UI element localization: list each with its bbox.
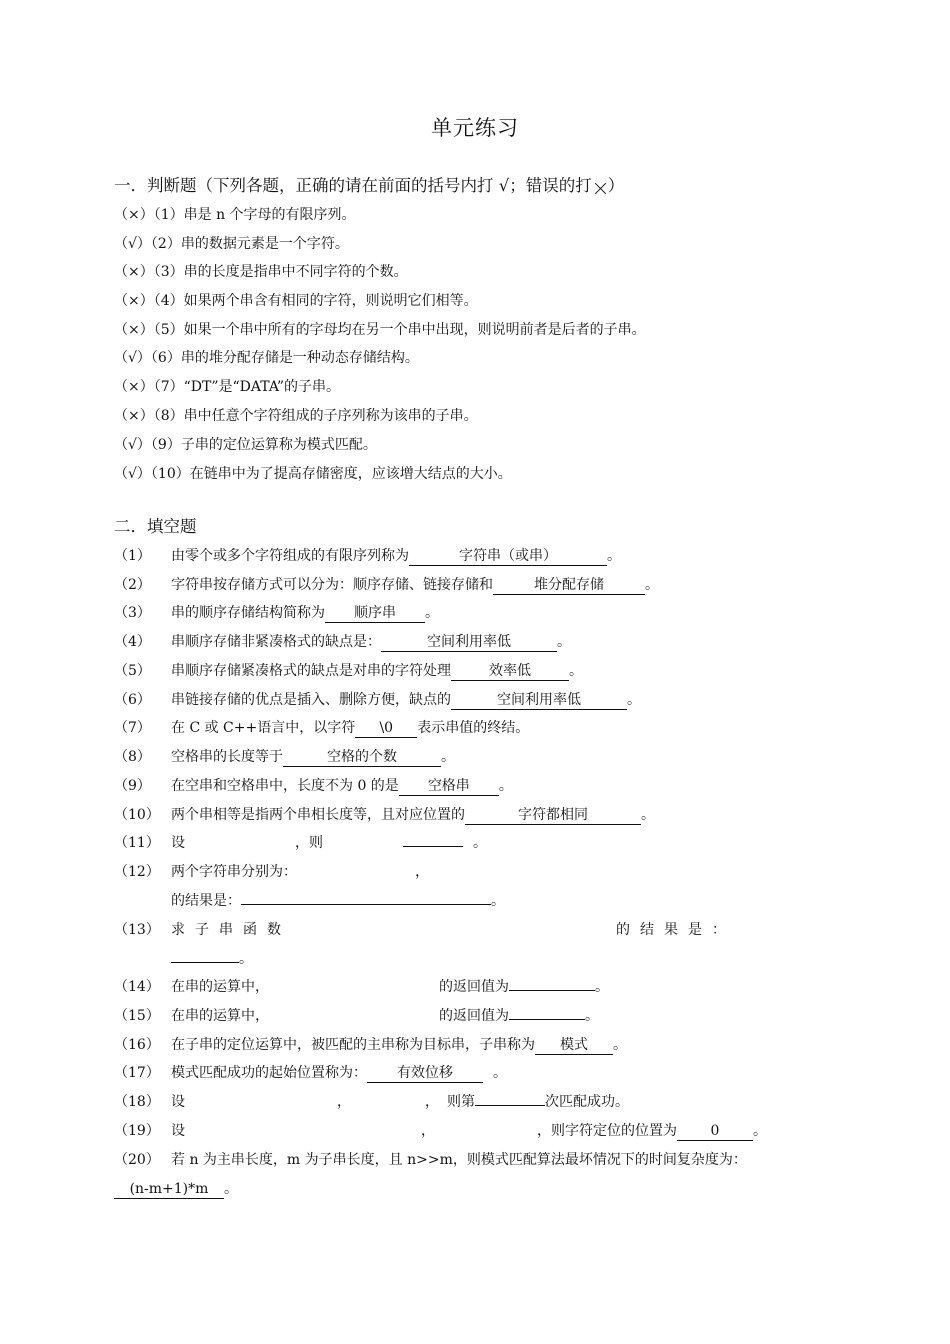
answer-blank: 模式 [535,1037,613,1055]
fill-item-11 [114,833,487,853]
question-end: 。 [627,692,641,708]
question-text: 在串的运算中， [171,979,269,995]
answer-blank [171,962,239,963]
answer-blank [475,1105,545,1106]
question-text: 两个字符串分别为： [171,864,297,880]
answer-blank: \0 [355,720,417,738]
question-mid: 的返回值为 [439,979,509,995]
answer-blank: 堆分配存储 [493,577,645,595]
judge-item-3: （×）（3）串的长度是指串中不同字符的个数。 [114,264,408,280]
question-mid: ， [425,1094,439,1110]
answer-blank: (n-m+1)*m [114,1181,224,1199]
answer-blank: 0 [677,1123,753,1141]
question-end: 。 [613,1037,627,1053]
question-text: 由零个或多个字符组成的有限序列称为 [171,548,409,564]
question-end: 次匹配成功。 [545,1094,629,1110]
question-end: 。 [491,893,505,909]
answer-blank: 空间利用率低 [381,634,557,652]
fill-item-19 [114,1121,767,1141]
cross-icon [592,181,608,197]
answer-blank: 有效位移 [367,1065,483,1083]
question-text: 串顺序存储非紧凑格式的缺点是： [171,634,381,650]
question-text: 在串的运算中， [171,1008,269,1024]
answer-blank: 字符串（或串） [409,548,607,566]
fill-item-10 [114,805,655,825]
question-mid: ， [415,864,429,880]
question-text: 串顺序存储紧凑格式的缺点是对串的字符处理 [171,663,451,679]
answer-blank [241,904,491,905]
item-number: （16） [114,1037,160,1053]
fill-item-17 [114,1063,507,1083]
answer-blank: 空格的个数 [283,749,441,767]
item-number: （19） [114,1123,160,1139]
judge-item-9: （√）（9）子串的定位运算称为模式匹配。 [114,437,377,453]
fill-item-5 [114,661,583,681]
question-text: 串的顺序存储结构简称为 [171,605,325,621]
question-text: 空格串的长度等于 [171,749,283,765]
question-end: 。 [239,951,253,967]
question-text: 设 [171,835,185,851]
question-text: 模式匹配成功的起始位置称为： [171,1065,367,1081]
item-number: （20） [114,1152,160,1168]
question-end: 。 [641,807,655,823]
fill-item-8 [114,747,455,767]
section2-heading: 二．填空题 [114,517,197,536]
question-mid: ，则字符定位的位置为 [537,1123,677,1139]
question-end: 。 [224,1181,238,1197]
item-number: （13） [114,922,160,938]
judge-item-10: （√）（10）在链串中为了提高存储密度，应该增大结点的大小。 [114,466,512,482]
question-end: 。 [473,835,487,851]
item-number: （8） [114,749,151,765]
fill-item-13-line2 [171,949,253,969]
question-text: 字符串按存储方式可以分为：顺序存储、链接存储和 [171,577,493,593]
question-end: 。 [569,663,583,679]
page-title: 单元练习 [431,116,519,140]
judge-item-5: （×）（5）如果一个串中所有的字母均在另一个串中出现，则说明前者是后者的子串。 [114,322,646,338]
fill-item-18 [114,1092,629,1112]
item-number: （14） [114,979,160,995]
question-end: 。 [498,778,513,794]
item-number: （18） [114,1094,160,1110]
question-text: 两个串相等是指两个串相长度等，且对应位置的 [171,807,465,823]
item-number: （11） [114,835,160,851]
fill-item-7 [114,718,529,738]
question-end: 。 [585,1008,599,1024]
fill-item-12 [114,862,429,882]
judge-item-6: （√）（6）串的堆分配存储是一种动态存储结构。 [114,350,419,366]
item-number: （6） [114,692,151,708]
answer-blank: 顺序串 [325,605,425,623]
question-text: 在子串的定位运算中，被匹配的主串称为目标串，子串称为 [171,1037,535,1053]
answer-blank: 空格串 [399,778,499,796]
answer-blank: 字符都相同 [465,807,641,825]
item-number: （15） [114,1008,160,1024]
answer-blank: 效率低 [451,663,569,681]
judge-item-1: （×）（1）串是 n 个字母的有限序列。 [114,207,356,223]
question-mid: ， [421,1123,435,1139]
fill-item-20-line2 [114,1179,238,1199]
item-number: （9） [114,778,151,794]
fill-item-14 [114,977,609,997]
question-end: 。 [493,1065,507,1081]
fill-item-12-line2 [171,891,505,911]
item-number: （12） [114,864,160,880]
question-mid: 的结果是： [616,922,736,938]
question-text: 串链接存储的优点是插入、删除方便，缺点的 [171,692,451,708]
question-end: 。 [753,1123,767,1139]
item-number: （2） [114,577,151,593]
section1-heading-close: ） [607,176,625,195]
item-number: （5） [114,663,151,679]
fill-item-2 [114,575,659,595]
item-number: （17） [114,1065,160,1081]
question-mid: ，则 [295,835,323,851]
fill-item-6 [114,690,641,710]
question-text: 在空串和空格串中，长度不为 0 的是 [171,778,399,794]
item-number: （7） [114,720,151,736]
fill-item-15 [114,1006,599,1026]
question-end: 。 [645,577,659,593]
item-number: （4） [114,634,151,650]
item-number: （10） [114,807,160,823]
question-mid: 的返回值为 [439,1008,509,1024]
answer-blank: 空间利用率低 [451,692,627,710]
question-end: 表示串值的终结。 [417,720,530,736]
fill-item-20 [114,1150,747,1170]
question-text: 的结果是： [171,893,241,909]
question-end: 。 [607,548,621,564]
question-text: 在 C 或 C++语言中，以字符 [171,720,356,736]
item-number: （1） [114,548,151,564]
question-text: 若 n 为主串长度，m 为子串长度，且 n>>m，则模式匹配算法最坏情况下的时间复杂度为： [171,1152,747,1168]
item-number: （3） [114,605,151,621]
answer-blank [509,1019,585,1020]
question-end: 。 [557,634,571,650]
fill-item-3 [114,603,439,623]
fill-item-16 [114,1035,627,1055]
answer-blank [403,846,463,847]
question-end: 。 [441,749,455,765]
question-mid: 则第 [447,1094,475,1110]
section1-heading-text: 一．判断题（下列各题，正确的请在前面的括号内打 √；错误的打 [114,176,592,195]
fill-item-4 [114,632,571,652]
section1-heading [114,172,624,197]
judge-item-7: （×）（7）“DT”是“DATA”的子串。 [114,379,341,395]
fill-item-13 [114,920,736,940]
question-text: 设 [171,1094,185,1110]
judge-item-2: （√）（2）串的数据元素是一个字符。 [114,236,349,252]
judge-item-4: （×）（4）如果两个串含有相同的字符，则说明它们相等。 [114,293,478,309]
fill-item-1 [114,546,621,566]
answer-blank [509,990,595,991]
question-mid: ， [337,1094,351,1110]
fill-item-9 [114,776,513,796]
question-end: 。 [425,605,439,621]
judge-item-8: （×）（8）串中任意个字符组成的子序列称为该串的子串。 [114,408,478,424]
question-end: 。 [595,979,609,995]
question-text: 设 [171,1123,185,1139]
question-text: 求子串函数 [171,922,291,938]
